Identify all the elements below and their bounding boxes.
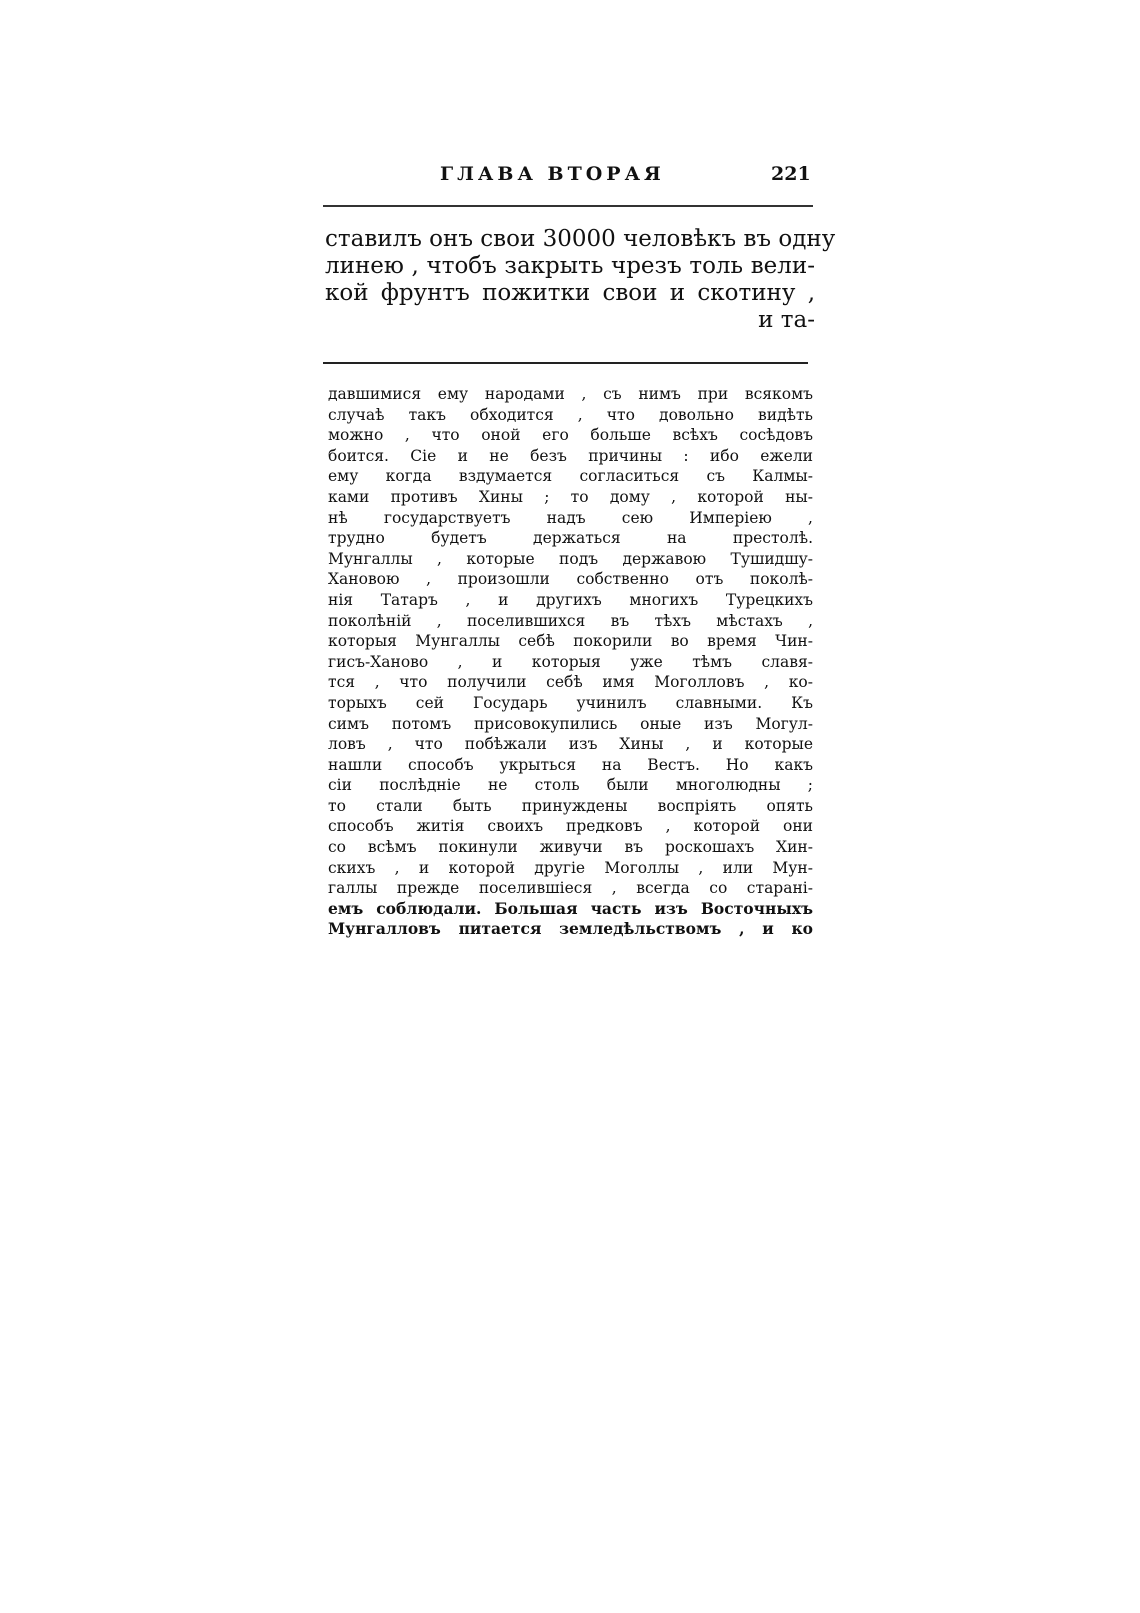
footnote-line: ловъ , что побѣжали изъ Хины , и которые: [328, 735, 813, 754]
footnote-line: симъ потомъ присовокупились оные изъ Могул-: [328, 714, 813, 733]
footnote-line: нѣ государствуетъ надъ сею Имперіею ,: [328, 508, 813, 527]
main-text-block: [325, 226, 836, 334]
header-rule: [323, 205, 813, 207]
footnote-line: ему когда вздумается согласиться съ Калмы-: [328, 467, 813, 486]
footnote-line: давшимися ему народами , съ нимъ при всякомъ: [328, 385, 813, 403]
footnote-line: случаѣ такъ обходится , что довольно видѣть: [328, 405, 813, 424]
footnote-line: можно , что оной его больше всѣхъ сосѣдовъ: [328, 426, 813, 445]
footnote-line: трудно будетъ держаться на престолѣ.: [328, 529, 813, 548]
footnote-line: нашли способъ укрыться на Вестъ. Но какъ: [328, 755, 813, 774]
footnote-separator-rule: [323, 362, 808, 364]
footnote-line: гисъ-Ханово , и которыя уже тѣмъ славя-: [328, 652, 813, 671]
footnote-line: галлы прежде поселившіеся , всегда со старані-: [328, 879, 813, 898]
main-text-line: кой фрунтъ пожитки свои и скотину ,: [325, 280, 815, 306]
footnote-line: ками противъ Хины ; то дому , которой ны-: [328, 487, 813, 506]
footnote-line: Хановою , произошли собственно отъ поколѣ-: [328, 570, 813, 589]
footnote-line: нія Татаръ , и другихъ многихъ Турецкихъ: [328, 590, 813, 609]
footnote-line: со всѣмъ покинули живучи въ роскошахъ Хин-: [328, 838, 813, 857]
footnote-line: способъ житія своихъ предковъ , которой они: [328, 817, 813, 836]
footnote-line: Мунгалловъ питается земледѣльствомъ , и ко: [328, 919, 813, 939]
footnote-line: поколѣній , поселившихся въ тѣхъ мѣстахъ ,: [328, 611, 813, 630]
footnote-line: то стали быть принуждены воспріять опять: [328, 796, 813, 815]
footnote-line: емъ соблюдали. Большая часть изъ Восточныхъ: [328, 898, 813, 918]
page-number: 221: [771, 163, 811, 185]
main-text-line-catchword: и та-: [758, 307, 815, 333]
footnote-line: торыхъ сей Государь учинилъ славными. Къ: [328, 693, 813, 712]
footnote-line: боится. Сіе и не безъ причины : ибо ежели: [328, 446, 813, 465]
footnote-line: скихъ , и которой другіе Моголлы , или Мун-: [328, 858, 813, 877]
footnote-line: сіи послѣдніе не столь были многолюдны ;: [328, 776, 813, 795]
footnote-line: которыя Мунгаллы себѣ покорили во время Чин-: [328, 632, 813, 651]
running-head-title: ГЛАВА ВТОРАЯ: [440, 163, 665, 185]
main-text-line: линею , чтобъ закрыть чрезъ толь вели-: [325, 253, 815, 279]
footnote-text-block: [328, 384, 813, 940]
footnote-line: тся , что получили себѣ имя Моголловъ , ко-: [328, 673, 813, 692]
footnote-line: Мунгаллы , которые подъ державою Тушидшу-: [328, 549, 813, 568]
main-text-line: ставилъ онъ свои 30000 человѣкъ въ одну: [325, 226, 836, 252]
